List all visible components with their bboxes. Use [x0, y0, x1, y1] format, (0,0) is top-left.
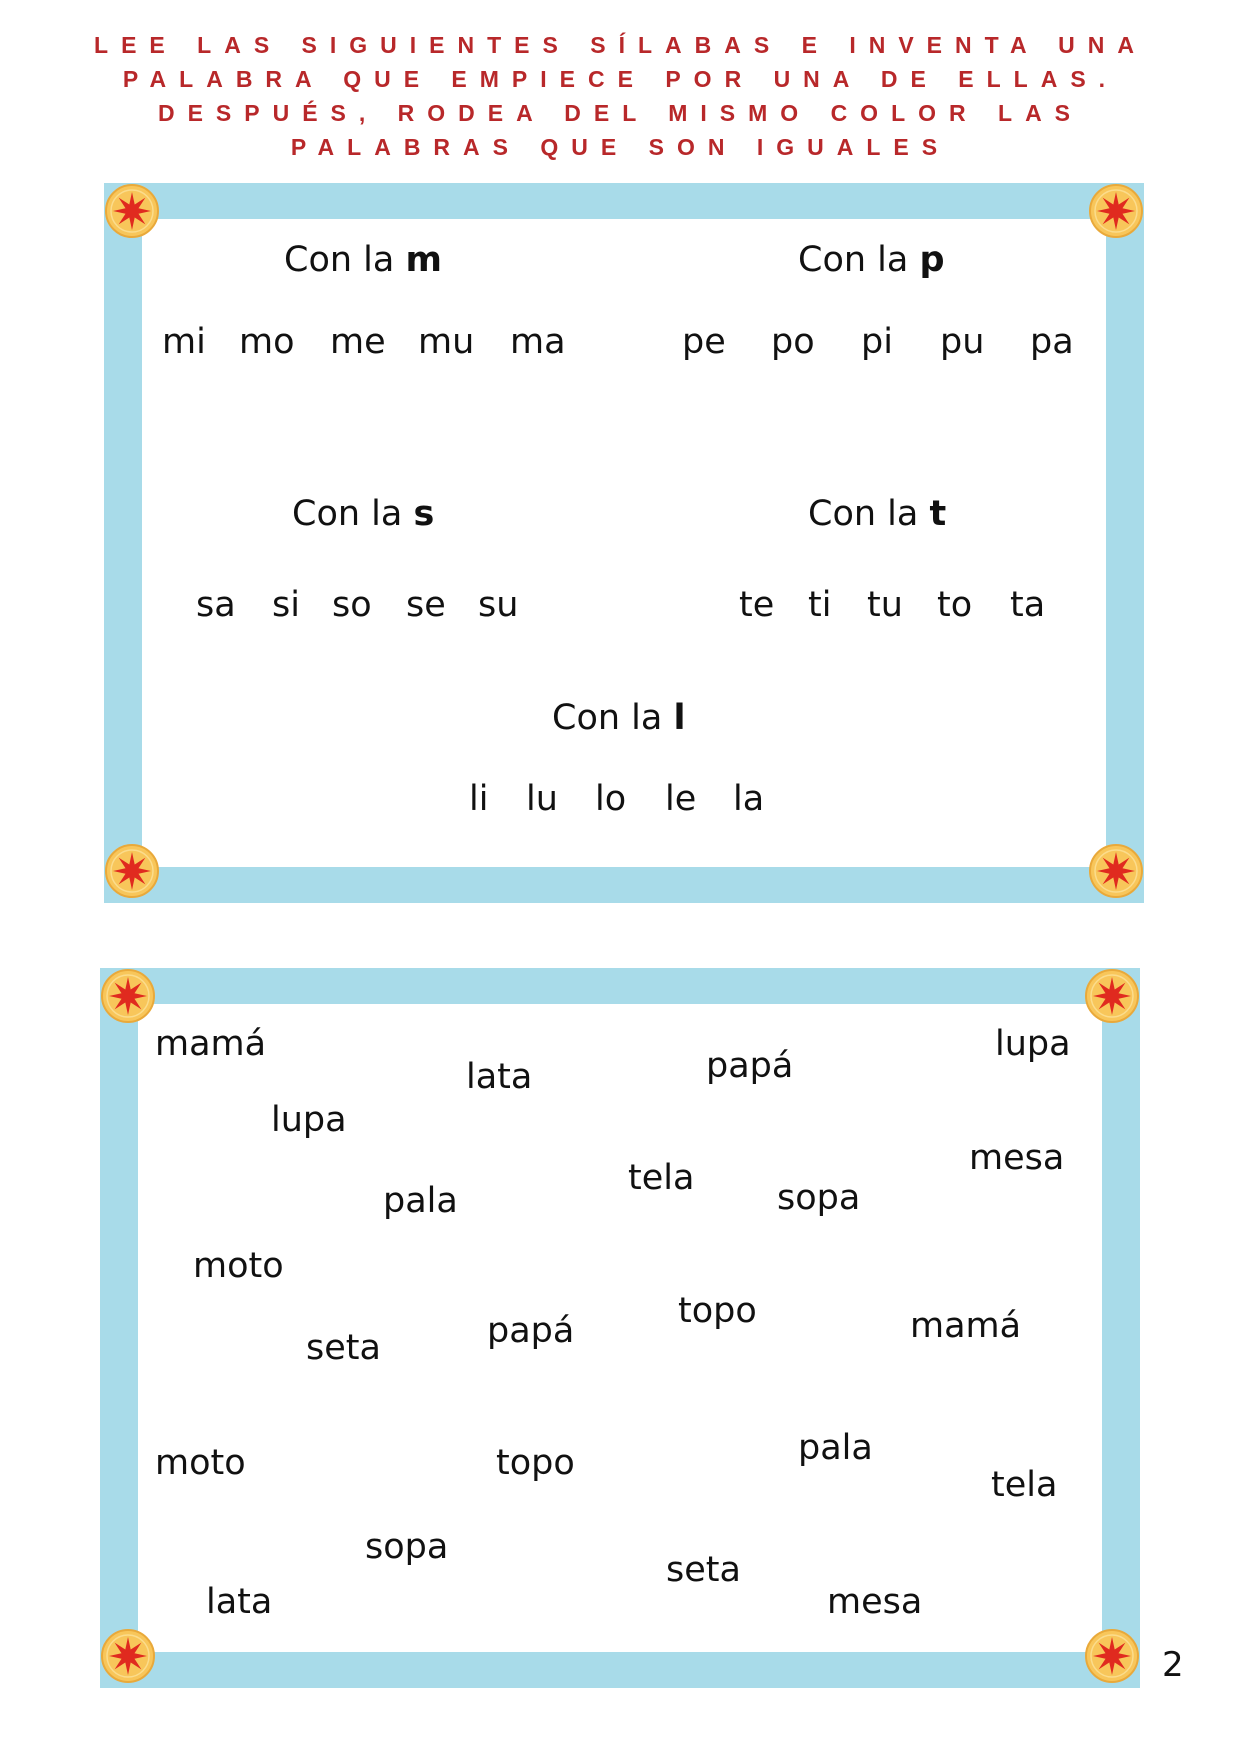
instruction-line: DESPUÉS, RODEA DEL MISMO COLOR LAS [157, 100, 1084, 126]
syllable: mo [239, 322, 295, 362]
instruction-line: PALABRA QUE EMPIECE POR UNA DE ELLAS. [122, 66, 1119, 92]
syllable: mu [418, 322, 475, 362]
word: topo [496, 1443, 575, 1483]
word: tela [991, 1465, 1058, 1505]
word: mamá [910, 1306, 1022, 1346]
syllable: po [771, 322, 815, 362]
heading-l: Con la l [552, 698, 686, 738]
syllable: lu [526, 779, 558, 819]
heading-t: Con la t [808, 494, 947, 534]
syllable: ta [1010, 585, 1046, 625]
word: lata [206, 1582, 273, 1622]
word: moto [155, 1443, 246, 1483]
syllable: lo [595, 779, 627, 819]
syllable: te [739, 585, 775, 625]
instruction-line: LEE LAS SIGUIENTES SÍLABAS E INVENTA UNA [94, 32, 1147, 58]
syllable: su [478, 585, 519, 625]
syllable: ma [510, 322, 566, 362]
word: sopa [777, 1178, 861, 1218]
word: papá [487, 1311, 575, 1351]
word: topo [678, 1291, 757, 1331]
star-medallion-icon [1084, 1628, 1140, 1684]
star-medallion-icon [100, 968, 156, 1024]
syllable: mi [162, 322, 206, 362]
word: pala [383, 1181, 458, 1221]
heading-m: Con la m [284, 240, 442, 280]
star-medallion-icon [104, 843, 160, 899]
word: mesa [969, 1138, 1065, 1178]
syllable: se [406, 585, 446, 625]
star-medallion-icon [104, 183, 160, 239]
syllable: si [272, 585, 300, 625]
syllable: li [469, 779, 489, 819]
syllable: le [665, 779, 697, 819]
syllable: pi [861, 322, 893, 362]
page-number: 2 [1162, 1645, 1184, 1685]
word: mamá [155, 1024, 267, 1064]
word: lata [466, 1057, 533, 1097]
syllable: so [332, 585, 372, 625]
instruction-line: PALABRAS QUE SON IGUALES [290, 134, 951, 160]
syllable: la [733, 779, 765, 819]
star-medallion-icon [1088, 183, 1144, 239]
word: seta [666, 1550, 741, 1590]
word: mesa [827, 1582, 923, 1622]
syllable: me [330, 322, 386, 362]
star-medallion-icon [100, 1628, 156, 1684]
heading-p: Con la p [798, 240, 945, 280]
word: sopa [365, 1527, 449, 1567]
syllable: to [937, 585, 973, 625]
star-medallion-icon [1088, 843, 1144, 899]
syllable: pe [682, 322, 726, 362]
syllable: pu [940, 322, 985, 362]
syllable: sa [196, 585, 236, 625]
syllable: ti [808, 585, 832, 625]
word: seta [306, 1328, 381, 1368]
word: tela [628, 1158, 695, 1198]
word: papá [706, 1046, 794, 1086]
instructions [60, 28, 1181, 164]
syllable: tu [867, 585, 903, 625]
word: lupa [995, 1024, 1071, 1064]
heading-s: Con la s [292, 494, 435, 534]
star-medallion-icon [1084, 968, 1140, 1024]
syllable: pa [1030, 322, 1074, 362]
word: pala [798, 1428, 873, 1468]
word: moto [193, 1246, 284, 1286]
word: lupa [271, 1100, 347, 1140]
